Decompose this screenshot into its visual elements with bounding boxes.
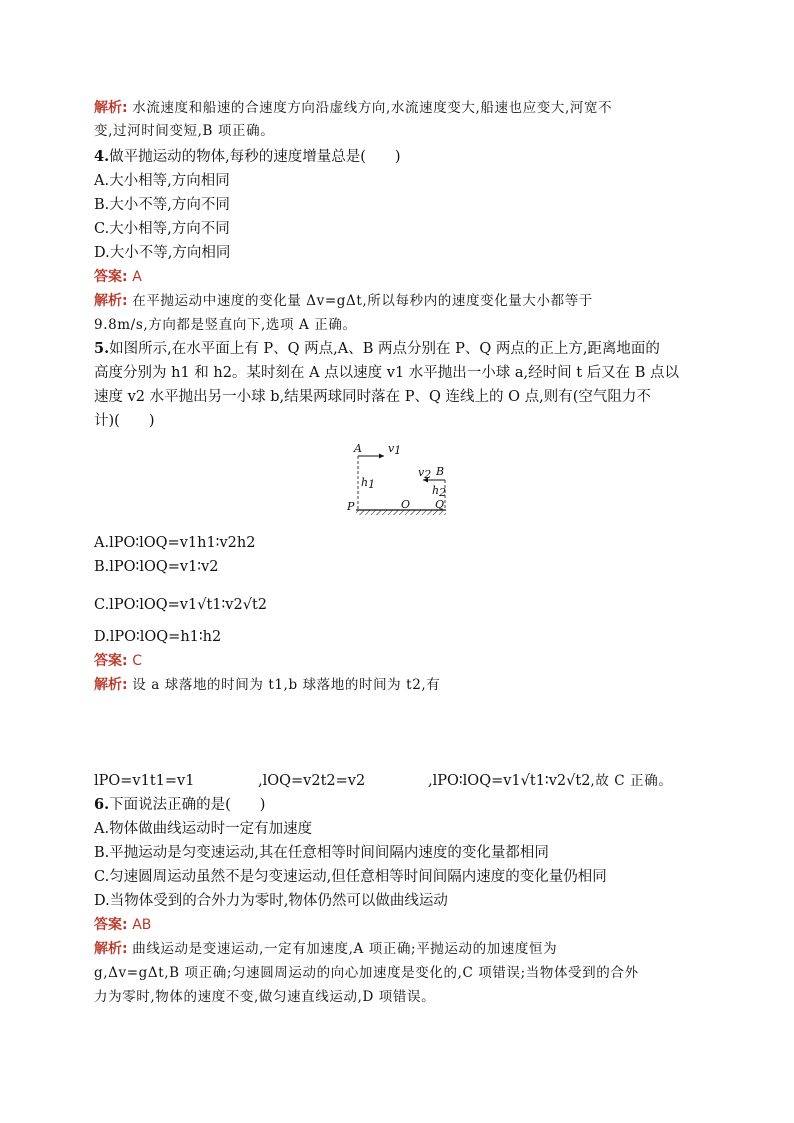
q5-stem-line-4: 计)( ) <box>94 413 155 429</box>
q6-analysis-line-1: 解析: 曲线运动是变速运动,一定有加速度,A 项正确;平抛运动的加速度恒为 <box>94 941 558 957</box>
q5-number: 5. <box>94 340 110 357</box>
label-q: Q <box>435 498 445 511</box>
label-o: O <box>401 498 411 511</box>
q4-stem: 4.做平抛运动的物体,每秒的速度增量总是( ) <box>94 148 401 165</box>
q5-stem-line-2: 高度分别为 h1 和 h2。某时刻在 A 点以速度 v1 水平抛出一小球 a,经时间 t 后又在 B 点以 <box>94 365 680 381</box>
answer-label: 答案 <box>94 917 122 933</box>
q5-answer: 答案: C <box>94 653 142 669</box>
label-a: A <box>354 442 362 455</box>
q3-analysis-line-1: 解析: 水流速度和船速的合速度方向沿虚线方向,水流速度变大,船速也应变大,河宽不 <box>94 100 613 116</box>
q4-option-d: D.大小不等,方向相同 <box>94 245 231 261</box>
label-v2: v2 <box>418 466 432 481</box>
analysis-label: 解析 <box>94 293 122 309</box>
q5-formula-1: lPO=v1t1=v1 <box>94 773 195 789</box>
answer-label: 答案 <box>94 269 122 285</box>
q5-option-c: C.lPO∶lOQ=v1√t1∶v2√t2 <box>94 597 267 613</box>
q5-stem-line-3: 速度 v2 水平抛出另一小球 b,结果两球同时落在 P、Q 连线上的 O 点,则有(空气阻力不 <box>94 389 651 405</box>
q6-option-b: B.平抛运动是匀变速运动,其在任意相等时间间隔内速度的变化量都相同 <box>94 845 549 861</box>
q4-number: 4. <box>94 148 110 165</box>
q5-answer-value: C <box>132 653 142 669</box>
q6-answer-value: AB <box>132 917 152 933</box>
q4-option-a: A.大小相等,方向相同 <box>94 173 230 189</box>
label-h1: h1 <box>361 476 376 491</box>
label-v1: v1 <box>388 442 402 457</box>
q5-option-a: A.lPO∶lOQ=v1h1∶v2h2 <box>94 535 256 551</box>
label-b: B <box>436 465 445 478</box>
projectile-diagram <box>340 438 460 522</box>
q6-option-c: C.匀速圆周运动虽然不是匀变速运动,但任意相等时间间隔内速度的变化量仍相同 <box>94 869 607 885</box>
q5-conclusion: ,故 C 正确。 <box>590 773 673 789</box>
answer-label: 答案 <box>94 653 122 669</box>
q5-formula-3: ,lPO∶lOQ=v1√t1∶v2√t2,故 C 正确。 <box>428 773 673 789</box>
label-p: P <box>347 500 355 513</box>
q4-analysis-line-2: 9.8m/s,方向都是竖直向下,选项 A 正确。 <box>94 317 357 333</box>
q5-formula-2: ,lOQ=v2t2=v2 <box>258 773 366 789</box>
q5-stem-line-1: 5.如图所示,在水平面上有 P、Q 两点,A、B 两点分别在 P、Q 两点的正上方,距离地面的 <box>94 340 660 357</box>
q4-option-b: B.大小不等,方向不同 <box>94 197 230 213</box>
q5-option-b: B.lPO∶lOQ=v1∶v2 <box>94 559 219 575</box>
q6-answer: 答案: AB <box>94 917 152 933</box>
q6-option-a: A.物体做曲线运动时一定有加速度 <box>94 821 313 837</box>
q3-analysis-text-1: 水流速度和船速的合速度方向沿虚线方向,水流速度变大,船速也应变大,河宽不 <box>132 100 613 116</box>
q3-analysis-line-2: 变,过河时间变短,B 项正确。 <box>94 123 275 139</box>
q5-analysis-line-1: 解析: 设 a 球落地的时间为 t1,b 球落地的时间为 t2,有 <box>94 677 441 693</box>
q4-analysis-line-1: 解析: 在平抛运动中速度的变化量 Δv=gΔt,所以每秒内的速度变化量大小都等于 <box>94 293 593 309</box>
q4-answer-value: A <box>132 269 142 285</box>
analysis-label: 解析 <box>94 941 122 957</box>
q4-answer: 答案: A <box>94 269 142 285</box>
q6-number: 6. <box>94 796 110 813</box>
q5-option-d: D.lPO∶lOQ=h1∶h2 <box>94 629 222 645</box>
q6-analysis-line-2: g,Δv=gΔt,B 项正确;匀速圆周运动的向心加速度是变化的,C 项错误;当物体受到的合外 <box>94 965 639 981</box>
q4-option-c: C.大小相等,方向不同 <box>94 221 230 237</box>
v1-arrowhead <box>379 454 384 459</box>
analysis-label: 解析 <box>94 100 122 116</box>
q6-analysis-line-3: 力为零时,物体的速度不变,做匀速直线运动,D 项错误。 <box>94 989 436 1005</box>
q6-stem: 6.下面说法正确的是( ) <box>94 796 266 813</box>
label-h2: h2 <box>432 484 447 499</box>
q6-option-d: D.当物体受到的合外力为零时,物体仍然可以做曲线运动 <box>94 893 448 909</box>
analysis-label: 解析 <box>94 677 122 693</box>
